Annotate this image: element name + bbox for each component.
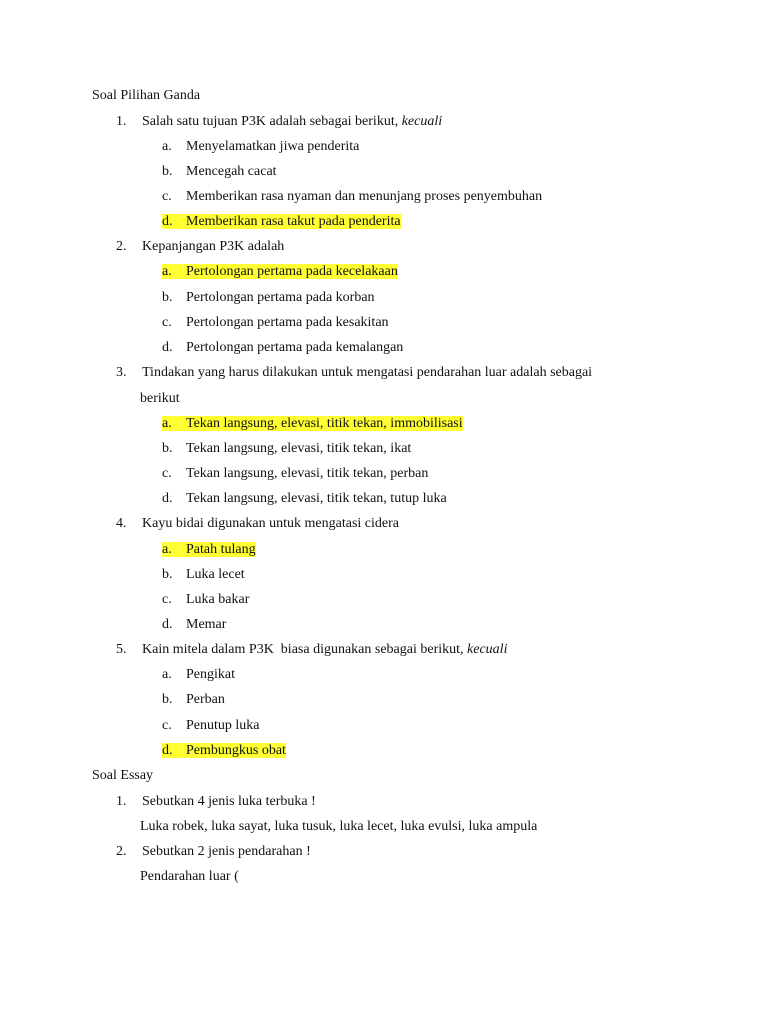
- option-letter: c.: [162, 718, 172, 733]
- option-1c: [162, 188, 542, 206]
- option-text: Luka lecet: [186, 567, 245, 582]
- option-2c: [162, 314, 389, 332]
- question-number: 1.: [116, 794, 127, 809]
- option-text: Pembungkus obat: [186, 743, 286, 758]
- question-text: Sebutkan 2 jenis pendarahan !: [142, 844, 311, 859]
- option-letter: c.: [162, 315, 172, 330]
- essay-answer-2: Pendarahan luar (: [140, 869, 239, 884]
- option-letter: c.: [162, 466, 172, 481]
- option-letter: b.: [162, 567, 173, 582]
- option-letter: a.: [162, 264, 172, 279]
- question-text: Kain mitela dalam P3K biasa digunakan sebagai berikut,: [142, 642, 468, 657]
- option-2b: [162, 289, 375, 307]
- option-text: Tekan langsung, elevasi, titik tekan, tutup luka: [186, 491, 447, 506]
- option-letter: d.: [162, 743, 173, 758]
- question-number: 5.: [116, 642, 127, 657]
- option-text: Memar: [186, 617, 227, 632]
- option-text: Memberikan rasa nyaman dan menunjang proses penyembuhan: [186, 189, 543, 204]
- option-text: Perban: [186, 692, 225, 707]
- option-text: Pertolongan pertama pada kesakitan: [186, 315, 389, 330]
- option-4a-answer: [162, 541, 256, 559]
- option-1d-answer: [162, 213, 401, 231]
- option-letter: a.: [162, 416, 172, 431]
- question-text: Sebutkan 4 jenis luka terbuka !: [142, 794, 316, 809]
- essay-question-2: [116, 843, 311, 861]
- option-1a: [162, 138, 359, 156]
- question-1: [116, 113, 442, 131]
- essay-question-1: [116, 793, 316, 811]
- question-3-continuation: berikut: [140, 391, 180, 406]
- option-3d: [162, 490, 447, 508]
- option-1b: [162, 163, 277, 181]
- option-letter: a.: [162, 139, 172, 154]
- option-letter: b.: [162, 164, 173, 179]
- option-text: Mencegah cacat: [186, 164, 277, 179]
- option-3c: [162, 465, 428, 483]
- option-letter: a.: [162, 667, 172, 682]
- option-text: Luka bakar: [186, 592, 250, 607]
- question-number: 2.: [116, 844, 127, 859]
- option-text: Memberikan rasa takut pada penderita: [186, 214, 401, 229]
- option-letter: b.: [162, 692, 173, 707]
- question-3: [116, 364, 592, 382]
- option-5d-answer: [162, 742, 286, 760]
- section-title-multiple-choice: Soal Pilihan Ganda: [92, 88, 201, 103]
- section-title-essay: Soal Essay: [92, 768, 154, 783]
- option-text: Patah tulang: [186, 542, 256, 557]
- option-text: Pengikat: [186, 667, 235, 682]
- option-text: Pertolongan pertama pada kemalangan: [186, 340, 404, 355]
- option-text: Pertolongan pertama pada korban: [186, 290, 375, 305]
- essay-answer-1: Luka robek, luka sayat, luka tusuk, luka lecet, luka evulsi, luka ampula: [140, 819, 538, 834]
- question-2: [116, 238, 284, 256]
- option-text: Tekan langsung, elevasi, titik tekan, immobilisasi: [186, 416, 463, 431]
- question-text: Kepanjangan P3K adalah: [142, 239, 285, 254]
- question-number: 2.: [116, 239, 127, 254]
- option-5b: [162, 691, 225, 709]
- option-letter: b.: [162, 441, 173, 456]
- option-text: Tekan langsung, elevasi, titik tekan, ikat: [186, 441, 412, 456]
- question-4: [116, 515, 399, 533]
- option-letter: a.: [162, 542, 172, 557]
- option-2a-answer: [162, 263, 398, 281]
- question-text: Tindakan yang harus dilakukan untuk mengatasi pendarahan luar adalah sebagai: [142, 365, 593, 380]
- option-4b: [162, 566, 245, 584]
- option-3b: [162, 440, 411, 458]
- option-text: Penutup luka: [186, 718, 260, 733]
- question-text-italic: kecuali: [467, 642, 508, 657]
- option-text: Tekan langsung, elevasi, titik tekan, perban: [186, 466, 429, 481]
- option-4c: [162, 591, 249, 609]
- option-4d: [162, 616, 226, 634]
- question-number: 3.: [116, 365, 127, 380]
- option-letter: d.: [162, 214, 173, 229]
- question-number: 1.: [116, 114, 127, 129]
- option-letter: c.: [162, 189, 172, 204]
- option-letter: c.: [162, 592, 172, 607]
- option-2d: [162, 339, 403, 357]
- option-letter: d.: [162, 617, 173, 632]
- question-number: 4.: [116, 516, 127, 531]
- question-text: Kayu bidai digunakan untuk mengatasi cidera: [142, 516, 399, 531]
- option-letter: d.: [162, 491, 173, 506]
- option-text: Pertolongan pertama pada kecelakaan: [186, 264, 398, 279]
- option-letter: d.: [162, 340, 173, 355]
- option-letter: b.: [162, 290, 173, 305]
- option-text: Menyelamatkan jiwa penderita: [186, 139, 360, 154]
- option-3a-answer: [162, 415, 463, 433]
- question-text: Salah satu tujuan P3K adalah sebagai berikut,: [142, 114, 402, 129]
- question-5: [116, 641, 507, 659]
- option-5a: [162, 666, 235, 684]
- question-text-italic: kecuali: [401, 114, 443, 129]
- option-5c: [162, 717, 260, 735]
